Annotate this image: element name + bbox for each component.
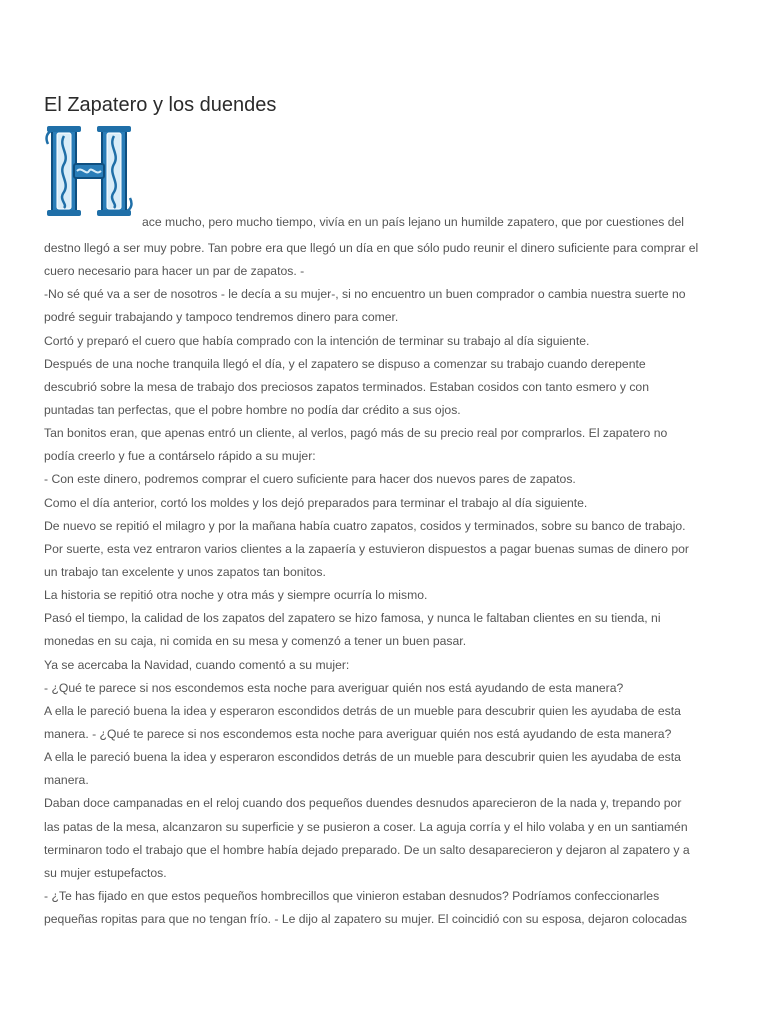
text-line: Pasó el tiempo, la calidad de los zapatos del zapatero se hizo famosa, y nunca le faltaban clientes en su tienda, ni xyxy=(44,611,661,626)
text-line: - ¿Qué te parece si nos escondemos esta noche para averiguar quién nos está ayudando de esta manera? xyxy=(44,680,624,695)
text-line: destno llegó a ser muy pobre. Tan pobre era que llegó un día en que sólo pudo reunir el dinero suficiente para comprar el xyxy=(44,241,699,255)
text-line: Por suerte, esta vez entraron varios clientes a la zapaería y estuvieron dispuestos a pagar buenas sumas de dinero por xyxy=(44,541,689,556)
text-line: podía creerlo y fue a contárselo rápido a su mujer: xyxy=(44,449,316,464)
text-line: Cortó y preparó el cuero que había comprado con la intención de terminar su trabajo al día siguiente. xyxy=(44,333,590,348)
text-line: las patas de la mesa, alcanzaron su superficie y se pusieron a coser. La aguja corría y el hilo volaba y en un santiamén xyxy=(44,819,688,834)
text-line: cuero necesario para hacer un par de zapatos. - xyxy=(44,264,305,279)
text-line: Tan bonitos eran, que apenas entró un cliente, al verlos, pagó más de su precio real por comprarlos. El zapatero no xyxy=(44,426,668,441)
text-line: Daban doce campanadas en el reloj cuando dos pequeños duendes desnudos aparecieron de la nada y, trepando por xyxy=(44,796,682,811)
document-body xyxy=(44,237,724,931)
text-line: La historia se repitió otra noche y otra más y siempre ocurría lo mismo. xyxy=(44,588,428,603)
text-line: podré seguir trabajando y tampoco tendremos dinero para comer. xyxy=(44,310,399,325)
document-title: El Zapatero y los duendes xyxy=(44,94,277,116)
text-line: De nuevo se repitió el milagro y por la mañana había cuatro zapatos, cosidos y terminados, sobre su banco de trabajo. xyxy=(44,518,686,533)
text-line: Después de una noche tranquila llegó el día, y el zapatero se dispuso a comenzar su trabajo cuando derepente xyxy=(44,356,646,371)
ornamental-dropcap-h-icon xyxy=(44,124,134,218)
text-line: pequeñas ropitas para que no tengan frío. - Le dijo al zapatero su mujer. El coincidió con su esposa, dejaron colocadas xyxy=(44,912,687,927)
text-line: descubrió sobre la mesa de trabajo dos preciosos zapatos terminados. Estaban cosidos con tanto esmero y con xyxy=(44,379,649,394)
text-line: Ya se acercaba la Navidad, cuando comentó a su mujer: xyxy=(44,657,350,672)
text-line: - ¿Te has fijado en que estos pequeños hombrecillos que vinieron estaban desnudos? Podríamos confeccionarles xyxy=(44,888,660,903)
text-line: un trabajo tan excelente y unos zapatos tan bonitos. xyxy=(44,564,326,579)
text-line: puntadas tan perfectas, que el pobre hombre no podía dar crédito a sus ojos. xyxy=(44,402,461,417)
text-line: manera. - ¿Qué te parece si nos escondemos esta noche para averiguar quién nos está ayudando de esta manera? xyxy=(44,726,672,741)
text-line: -No sé qué va a ser de nosotros - le decía a su mujer-, si no encuentro un buen comprador o cambia nuestra suerte no xyxy=(44,287,686,302)
text-line: terminaron todo el trabajo que el hombre había dejado preparado. De un salto desaparecieron y dejaron al zapatero y a xyxy=(44,842,690,857)
first-line-text: ace mucho, pero mucho tiempo, vivía en un país lejano un humilde zapatero, que por cuestiones del xyxy=(142,215,684,229)
text-line: manera. xyxy=(44,773,89,788)
text-line: Como el día anterior, cortó los moldes y los dejó preparados para terminar el trabajo al día siguiente. xyxy=(44,495,588,510)
text-line: A ella le pareció buena la idea y esperaron escondidos detrás de un mueble para descubrir quien les ayudaba de esta xyxy=(44,703,681,718)
text-line: - Con este dinero, podremos comprar el cuero suficiente para hacer dos nuevos pares de zapatos. xyxy=(44,472,576,487)
text-line: su mujer estupefactos. xyxy=(44,865,167,880)
text-line: monedas en su caja, ni comida en su mesa y comenzó a tener un buen pasar. xyxy=(44,634,467,649)
text-line: A ella le pareció buena la idea y esperaron escondidos detrás de un mueble para descubrir quien les ayudaba de esta xyxy=(44,750,681,765)
